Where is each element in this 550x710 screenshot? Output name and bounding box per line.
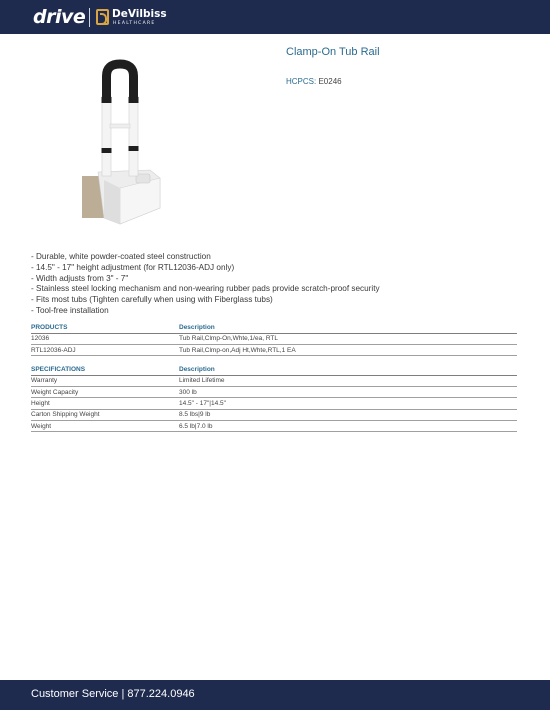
table-row bbox=[31, 344, 517, 355]
product-description: Tub Rail,Clmp-on,Adj Ht,Whte,RTL,1 EA bbox=[179, 344, 517, 355]
feature-item: - Durable, white powder-coated steel construction bbox=[31, 252, 211, 261]
products-table bbox=[31, 323, 517, 356]
product-title: Clamp-On Tub Rail bbox=[286, 46, 380, 58]
devilbiss-logo[interactable]: DeVilbiss bbox=[112, 8, 167, 20]
spec-name: Carton Shipping Weight bbox=[31, 409, 179, 420]
hcpcs-code bbox=[286, 77, 342, 86]
feature-item: - Width adjusts from 3" - 7" bbox=[31, 273, 129, 283]
feature-item: - Tool-free installation bbox=[31, 305, 109, 315]
table-row bbox=[31, 421, 517, 432]
hcpcs-label: HCPCS: bbox=[286, 77, 317, 86]
table-header-row bbox=[31, 365, 517, 375]
header-bar bbox=[0, 0, 550, 34]
product-number: 12036 bbox=[31, 333, 179, 344]
spec-value: 6.5 lb|7.0 lb bbox=[179, 421, 517, 432]
spec-name: Height bbox=[31, 398, 179, 409]
table-row bbox=[31, 333, 517, 344]
specifications-header: SPECIFICATIONS bbox=[31, 365, 179, 375]
description-header: Description bbox=[179, 323, 517, 333]
spec-name: Warranty bbox=[31, 375, 179, 386]
spec-value: 8.5 lbs|9 lb bbox=[179, 409, 517, 420]
spec-name: Weight Capacity bbox=[31, 386, 179, 397]
footer-bar bbox=[0, 680, 550, 710]
products-header: PRODUCTS bbox=[31, 323, 179, 333]
spec-value: Limited Lifetime bbox=[179, 375, 517, 386]
product-number: RTL12036-ADJ bbox=[31, 344, 179, 355]
spec-name: Weight bbox=[31, 421, 179, 432]
tub-rail-image bbox=[80, 58, 190, 228]
feature-item: - Stainless steel locking mechanism and non-wearing rubber pads provide scratch-proof security bbox=[31, 284, 380, 294]
spec-value: 14.5" - 17"|14.5" bbox=[179, 398, 517, 409]
product-description: Tub Rail,Clmp-On,Whte,1/ea, RTL bbox=[179, 333, 517, 344]
table-row bbox=[31, 375, 517, 386]
table-row bbox=[31, 398, 517, 409]
table-row bbox=[31, 409, 517, 420]
table-row bbox=[31, 386, 517, 397]
customer-service-text: Customer Service | 877.224.0946 bbox=[31, 688, 195, 700]
description-header: Description bbox=[179, 365, 517, 375]
feature-item: - Fits most tubs (Tighten carefully when using with Fiberglass tubs) bbox=[31, 295, 273, 305]
feature-item: - 14.5" - 17" height adjustment (for RTL12036-ADJ only) bbox=[31, 262, 235, 272]
hcpcs-value: E0246 bbox=[318, 77, 342, 86]
drive-logo[interactable]: drive bbox=[33, 6, 86, 28]
logo-divider bbox=[89, 8, 90, 27]
table-header-row bbox=[31, 323, 517, 333]
devilbiss-logo-subtitle: HEALTHCARE bbox=[113, 21, 156, 26]
feature-list bbox=[31, 252, 521, 317]
spec-value: 300 lb bbox=[179, 386, 517, 397]
devilbiss-logo-icon bbox=[96, 9, 109, 25]
specifications-table bbox=[31, 365, 517, 432]
